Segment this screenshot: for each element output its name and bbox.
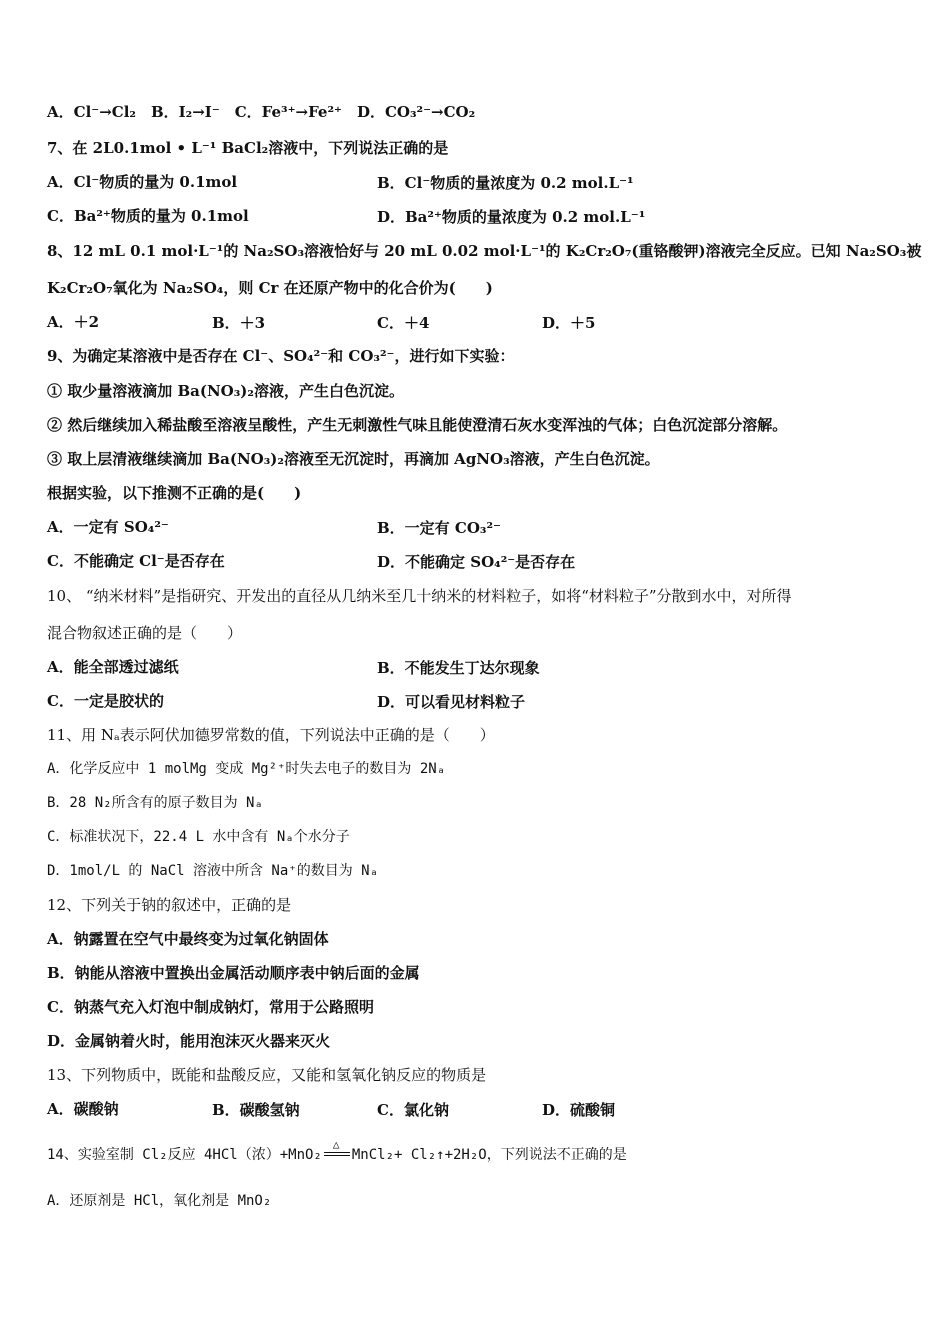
q8-option-d: D．＋5 xyxy=(542,314,596,332)
q9-step-2: ② 然后继续加入稀盐酸至溶液呈酸性，产生无刺激性气味且能使澄清石灰水变浑浊的气体；白色沉淀部分溶解。 xyxy=(47,416,788,434)
q13-option-c: C．氯化钠 xyxy=(377,1101,449,1119)
q11-stem: 11、用 Nₐ表示阿伏加德罗常数的值，下列说法中正确的是（ ） xyxy=(47,726,495,744)
q9-option-c: C．不能确定 Cl⁻是否存在 xyxy=(47,552,225,570)
q6-options: A．Cl⁻→Cl₂ B．I₂→I⁻ C．Fe³⁺→Fe²⁺ D．CO₃²⁻→CO₂ xyxy=(47,103,476,121)
q11-option-c: C．标准状况下，22.4 L 水中含有 Nₐ个水分子 xyxy=(47,829,350,845)
q9-step-3: ③ 取上层清液继续滴加 Ba(NO₃)₂溶液至无沉淀时，再滴加 AgNO₃溶液，产生白色沉淀。 xyxy=(47,450,660,468)
q11-option-d: D．1mol/L 的 NaCl 溶液中所含 Na⁺的数目为 Nₐ xyxy=(47,863,379,879)
q11-option-a: A．化学反应中 1 molMg 变成 Mg²⁺时失去电子的数目为 2Nₐ xyxy=(47,761,446,777)
q13-stem: 13、下列物质中，既能和盐酸反应，又能和氢氧化钠反应的物质是 xyxy=(47,1066,487,1084)
q14-reactants: 14、实验室制 Cl₂反应 4HCl（浓）+MnO₂ xyxy=(47,1147,322,1163)
q9-option-b: B．一定有 CO₃²⁻ xyxy=(377,519,501,537)
q10-stem-line1: 10、 “纳米材料”是指研究、开发出的直径从几纳米至几十纳米的材料粒子，如将“材料粒子”分散到水中，对所得 xyxy=(47,587,792,605)
q12-option-b: B．钠能从溶液中置换出金属活动顺序表中钠后面的金属 xyxy=(47,964,420,982)
q8-stem-line1: 8、12 mL 0.1 mol·L⁻¹的 Na₂SO₃溶液恰好与 20 mL 0.02 mol·L⁻¹的 K₂Cr₂O₇(重铬酸钾)溶液完全反应。已知 Na₂SO₃被 xyxy=(47,242,922,260)
q12-option-c: C．钠蒸气充入灯泡中制成钠灯，常用于公路照明 xyxy=(47,998,374,1016)
q7-option-d: D．Ba²⁺物质的量浓度为 0.2 mol.L⁻¹ xyxy=(377,208,646,226)
q8-option-a: A．＋2 xyxy=(47,313,100,331)
q7-stem: 7、在 2L0.1mol • L⁻¹ BaCl₂溶液中，下列说法正确的是 xyxy=(47,139,449,157)
q13-option-d: D．硫酸铜 xyxy=(542,1101,616,1119)
heat-condition-equals-sign xyxy=(324,1138,350,1161)
q9-option-a: A．一定有 SO₄²⁻ xyxy=(47,518,169,536)
q14-stem xyxy=(47,1138,627,1165)
q7-option-a: A．Cl⁻物质的量为 0.1mol xyxy=(47,173,238,191)
q14-option-a: A．还原剂是 HCl，氧化剂是 MnO₂ xyxy=(47,1193,272,1209)
q9-option-d: D．不能确定 SO₄²⁻是否存在 xyxy=(377,553,576,571)
q7-options-row2 xyxy=(47,206,249,226)
heat-symbol: △ xyxy=(332,1138,340,1151)
q9-step-1: ① 取少量溶液滴加 Ba(NO₃)₂溶液，产生白色沉淀。 xyxy=(47,382,404,400)
q7-option-b: B．Cl⁻物质的量浓度为 0.2 mol.L⁻¹ xyxy=(377,174,634,192)
q10-option-b: B．不能发生丁达尔现象 xyxy=(377,659,540,677)
q14-products: MnCl₂+ Cl₂↑+2H₂O，下列说法不正确的是 xyxy=(351,1147,627,1163)
q9-stem: 9、为确定某溶液中是否存在 Cl⁻、SO₄²⁻和 CO₃²⁻，进行如下实验： xyxy=(47,347,515,365)
q12-option-a: A．钠露置在空气中最终变为过氧化钠固体 xyxy=(47,930,329,948)
q13-option-a: A．碳酸钠 xyxy=(47,1100,119,1118)
q8-stem-line2: K₂Cr₂O₇氧化为 Na₂SO₄，则 Cr 在还原产物中的化合价为( ) xyxy=(47,279,493,297)
q8-option-b: B．＋3 xyxy=(212,314,266,332)
q10-stem-line2: 混合物叙述正确的是（ ） xyxy=(47,624,243,642)
q12-stem: 12、下列关于钠的叙述中，正确的是 xyxy=(47,896,292,914)
q10-option-d: D．可以看见材料粒子 xyxy=(377,693,526,711)
q7-options-row1 xyxy=(47,172,237,192)
q11-option-b: B．28 N₂所含有的原子数目为 Nₐ xyxy=(47,795,263,811)
q7-option-c: C．Ba²⁺物质的量为 0.1mol xyxy=(47,207,249,225)
q10-option-c: C．一定是胶状的 xyxy=(47,692,164,710)
q8-option-c: C．＋4 xyxy=(377,314,430,332)
q10-option-a: A．能全部透过滤纸 xyxy=(47,658,179,676)
q13-option-b: B．碳酸氢钠 xyxy=(212,1101,300,1119)
q9-question: 根据实验，以下推测不正确的是( ) xyxy=(47,484,302,502)
q12-option-d: D．金属钠着火时，能用泡沫灭火器来灭火 xyxy=(47,1032,331,1050)
